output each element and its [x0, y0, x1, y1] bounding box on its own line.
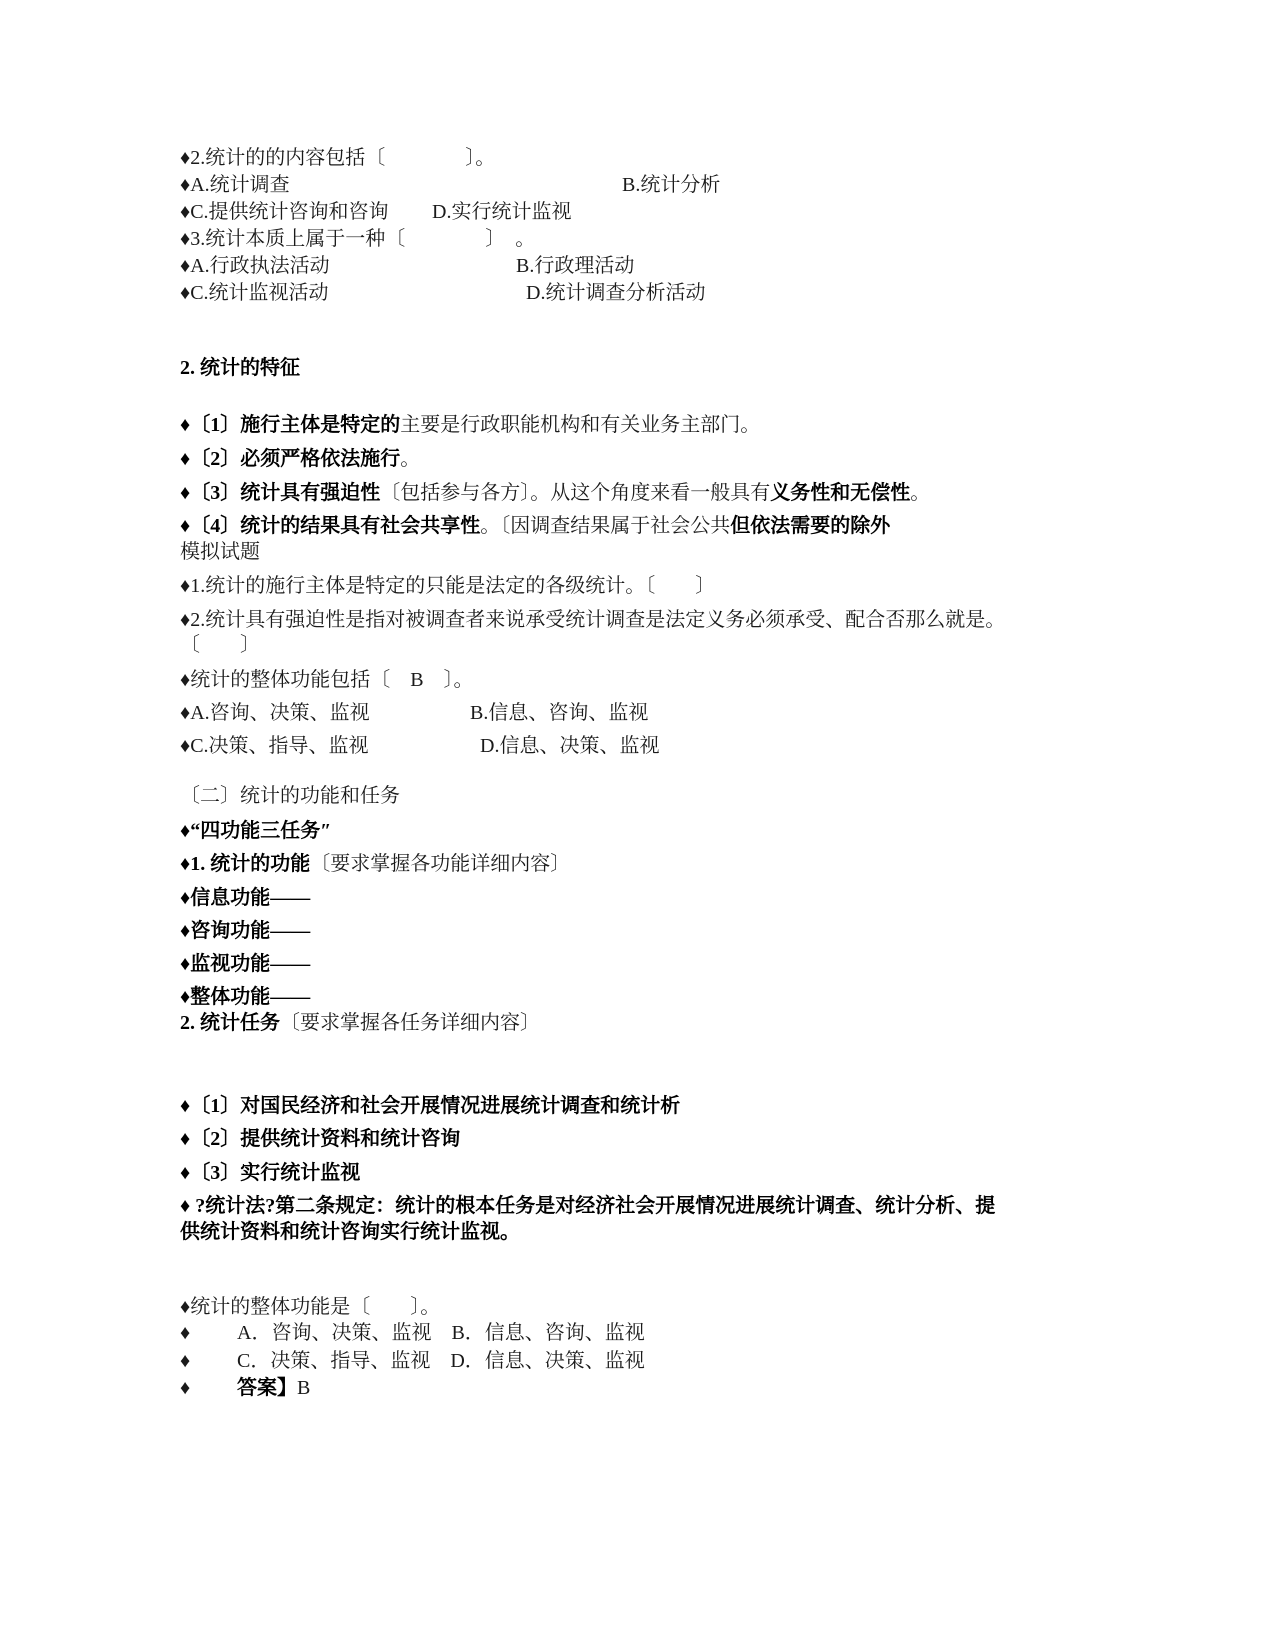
q2-option-c: ♦C.提供统计咨询和咨询 [180, 201, 389, 223]
bullet-icon: ♦ [180, 953, 191, 975]
tasks-heading [180, 1011, 540, 1035]
function-consult [180, 919, 310, 943]
function-monitor [180, 952, 310, 976]
statistics-law-article: ♦ ?统计法?第二条规定：统计的根本任务是对经济社会开展情况进展统计调查、统计分析、提 [180, 1195, 996, 1217]
q2-option-a: ♦A.统计调查 [180, 174, 290, 196]
function-overall [180, 985, 310, 1009]
functions-heading-note: 〔要求掌握各功能详细内容〕 [310, 853, 571, 875]
features-heading: 2. 统计的特征 [180, 357, 300, 379]
feature-3-emphasis: 义务性和无偿性 [770, 482, 911, 504]
feature-1 [180, 413, 760, 437]
quiz-answer-value: B [297, 1377, 311, 1399]
q2-option-b: B.统计分析 [622, 174, 721, 196]
q2-options-cd [180, 200, 1080, 224]
feature-4-emphasis: 但依法需要的除外 [730, 515, 891, 537]
bullet-icon: ♦ [180, 853, 191, 875]
quiz-options-ab-text: A．咨询、决策、监视 B．信息、咨询、监视 [237, 1322, 645, 1344]
q3-option-a: ♦A.行政执法活动 [180, 255, 330, 277]
feature-1-title: 〔1〕施行主体是特定的 [190, 414, 401, 436]
feature-4-text: 。〔因调查结果属于社会公共 [480, 515, 731, 537]
bullet-icon: ♦ [180, 1377, 191, 1399]
feature-3 [180, 481, 930, 505]
statistics-law-article-cont: 供统计资料和统计咨询实行统计监视。 [180, 1221, 520, 1243]
feature-3-text: 〔包括参与各方〕。从这个角度来看一般具有 [380, 482, 771, 504]
bullet-icon: ♦ [180, 920, 191, 942]
functions-heading-title: 1. 统计的功能 [190, 853, 311, 875]
q3-options-cd [180, 281, 1080, 305]
bullet-icon: ♦ [180, 515, 191, 537]
feature-2 [180, 447, 420, 471]
q3-options-ab [180, 254, 1080, 278]
task-3: ♦〔3〕实行统计监视 [180, 1162, 361, 1184]
function-monitor-label: 监视功能—— [190, 953, 311, 975]
bullet-icon: ♦ [180, 1322, 191, 1344]
feature-3-end: 。 [910, 482, 931, 504]
mock-q2-blank: 〔 〕 [180, 634, 260, 656]
mock-q3-options-ab [180, 701, 880, 725]
task-2: ♦〔2〕提供统计资料和统计咨询 [180, 1128, 461, 1150]
q2-stem: ♦2.统计的的内容包括〔 〕。 [180, 147, 496, 169]
quiz-answer-label: 答案】 [237, 1377, 297, 1399]
feature-2-text: 。 [400, 448, 421, 470]
functions-heading [180, 852, 570, 876]
bullet-icon: ♦ [180, 1350, 191, 1372]
functions-summary: ♦“四功能三任务″ [180, 820, 332, 842]
bullet-icon: ♦ [180, 482, 191, 504]
bullet-icon: ♦ [180, 414, 191, 436]
mock-title: 模拟试题 [180, 541, 260, 563]
function-overall-label: 整体功能—— [190, 986, 311, 1008]
quiz-options-cd-text: C．决策、指导、监视 D．信息、决策、监视 [237, 1350, 645, 1372]
mock-q1: ♦1.统计的施行主体是特定的只能是法定的各级统计。〔 〕 [180, 575, 716, 597]
function-info [180, 886, 310, 910]
quiz-options-ab [180, 1321, 645, 1345]
mock-q3-options-cd [180, 734, 880, 758]
feature-2-title: 〔2〕必须严格依法施行 [190, 448, 401, 470]
quiz-stem: ♦统计的整体功能是〔 〕。 [180, 1296, 441, 1318]
mock-q3-option-c: ♦C.决策、指导、监视 [180, 735, 369, 757]
quiz-options-cd [180, 1349, 645, 1373]
function-info-label: 信息功能—— [190, 887, 311, 909]
mock-q3-option-b: B.信息、咨询、监视 [470, 702, 649, 724]
feature-4-title: 〔4〕统计的结果具有社会共享性 [190, 515, 481, 537]
function-consult-label: 咨询功能—— [190, 920, 311, 942]
tasks-heading-title: 2. 统计任务 [180, 1012, 280, 1034]
mock-q2: ♦2.统计具有强迫性是指对被调查者来说承受统计调查是法定义务必须承受、配合否那么就是。 [180, 609, 1006, 631]
mock-q3-stem: ♦统计的整体功能包括〔 B 〕。 [180, 669, 474, 691]
quiz-answer [180, 1376, 310, 1400]
bullet-icon: ♦ [180, 448, 191, 470]
q3-option-b: B.行政理活动 [516, 255, 635, 277]
q2-option-d: D.实行统计监视 [432, 201, 572, 223]
q3-option-d: D.统计调查分析活动 [526, 282, 706, 304]
q3-stem: ♦3.统计本质上属于一种〔 〕 。 [180, 228, 536, 250]
bullet-icon: ♦ [180, 986, 191, 1008]
q2-options-ab [180, 173, 1080, 197]
mock-q3-option-d: D.信息、决策、监视 [480, 735, 660, 757]
bullet-icon: ♦ [180, 887, 191, 909]
functions-title: 〔二〕统计的功能和任务 [180, 785, 400, 807]
tasks-heading-note: 〔要求掌握各任务详细内容〕 [280, 1012, 540, 1034]
feature-1-text: 主要是行政职能机构和有关业务主部门。 [400, 414, 761, 436]
mock-q3-option-a: ♦A.咨询、决策、监视 [180, 702, 370, 724]
q3-option-c: ♦C.统计监视活动 [180, 282, 329, 304]
task-1: ♦〔1〕对国民经济和社会开展情况进展统计调查和统计析 [180, 1095, 681, 1117]
feature-3-title: 〔3〕统计具有强迫性 [190, 482, 381, 504]
feature-4 [180, 514, 890, 538]
